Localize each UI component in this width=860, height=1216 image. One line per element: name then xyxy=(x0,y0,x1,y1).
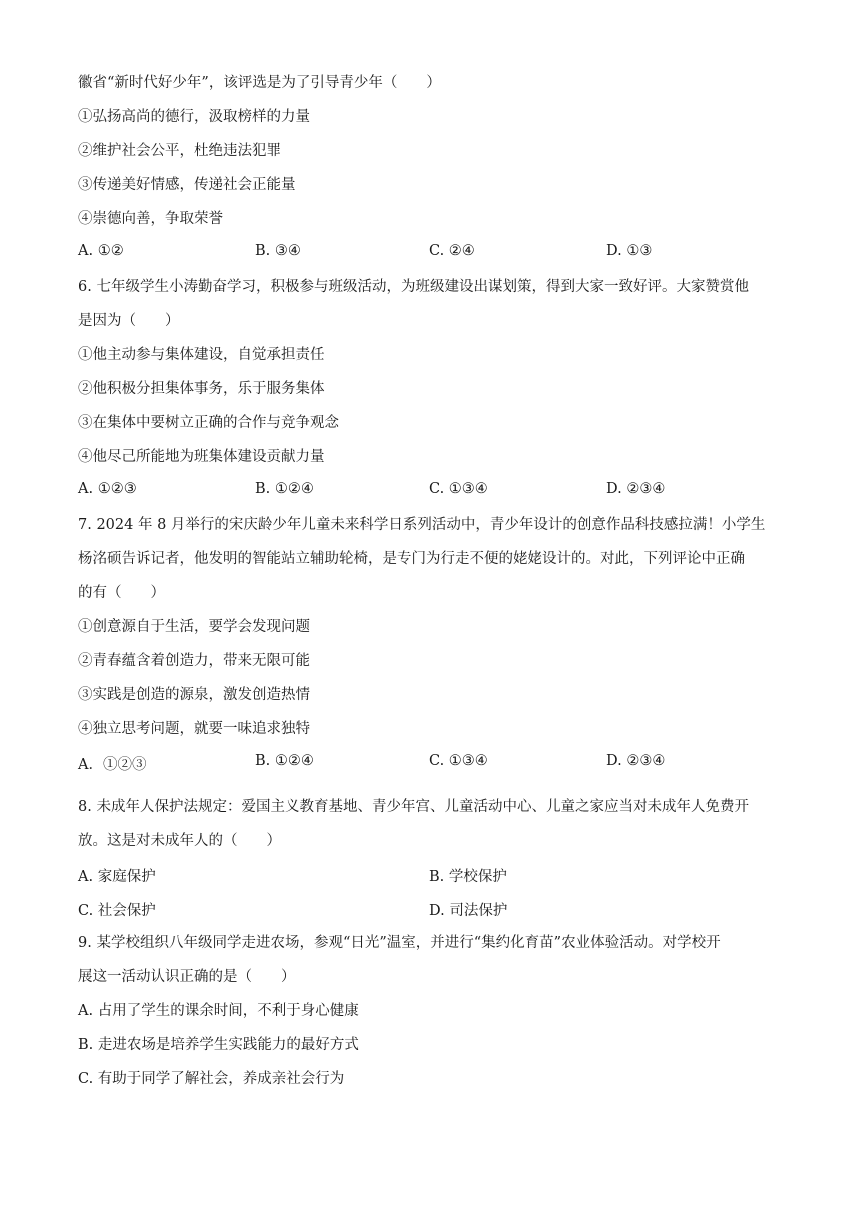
q5-option-c[interactable]: C. ②④ xyxy=(429,243,475,259)
q6-item-3: ③在集体中要树立正确的合作与竞争观念 xyxy=(78,415,339,431)
q7-item-4: ④独立思考问题，就要一味追求独特 xyxy=(78,721,310,737)
q6-option-c[interactable]: C. ①③④ xyxy=(429,481,488,497)
q7-item-3: ③实践是创造的源泉，激发创造热情 xyxy=(78,687,310,703)
q8-option-d[interactable]: D. 司法保护 xyxy=(429,903,508,919)
q6-stem-line-2: 是因为（ ） xyxy=(78,313,180,329)
q5-item-4: ④崇德向善，争取荣誉 xyxy=(78,211,223,227)
q7-option-b[interactable]: B. ①②④ xyxy=(255,753,314,769)
q9-option-b[interactable]: B. 走进农场是培养学生实践能力的最好方式 xyxy=(78,1037,359,1053)
q8-options-row-1 xyxy=(78,865,798,885)
q8-option-b[interactable]: B. 学校保护 xyxy=(429,869,507,885)
q7-option-a[interactable]: A．①②③ xyxy=(78,757,147,773)
q9-option-c[interactable]: C. 有助于同学了解社会，养成亲社会行为 xyxy=(78,1071,345,1087)
q7-stem-line-3: 的有（ ） xyxy=(78,585,165,601)
q8-stem-line-1: 8. 未成年人保护法规定：爱国主义教育基地、青少年宫、儿童活动中心、儿童之家应当对未成年人免费开 xyxy=(78,799,749,815)
q7-option-d[interactable]: D. ②③④ xyxy=(606,753,666,769)
q5-stem: 徽省“新时代好少年”，该评选是为了引导青少年（ ） xyxy=(78,75,441,91)
q5-options xyxy=(78,243,798,263)
q7-item-2: ②青春蕴含着创造力，带来无限可能 xyxy=(78,653,310,669)
q6-item-2: ②他积极分担集体事务，乐于服务集体 xyxy=(78,381,325,397)
q6-option-d[interactable]: D. ②③④ xyxy=(606,481,666,497)
q7-options xyxy=(78,753,798,773)
q6-item-1: ①他主动参与集体建设，自觉承担责任 xyxy=(78,347,325,363)
q6-stem-line-1: 6. 七年级学生小涛勤奋学习，积极参与班级活动，为班级建设出谋划策，得到大家一致好评。大家赞赏他 xyxy=(78,279,749,295)
q8-option-a[interactable]: A. 家庭保护 xyxy=(78,869,156,885)
q7-stem-line-1: 7. 2024 年 8 月举行的宋庆龄少年儿童未来科学日系列活动中，青少年设计的创意作品科技感拉满！小学生 xyxy=(78,517,766,533)
q6-item-4: ④他尽己所能地为班集体建设贡献力量 xyxy=(78,449,325,465)
q8-options-row-2 xyxy=(78,899,798,919)
q7-stem-line-2: 杨洺硕告诉记者，他发明的智能站立辅助轮椅，是专门为行走不便的姥姥设计的。对此，下列评论中正确 xyxy=(78,551,745,567)
q8-option-c[interactable]: C. 社会保护 xyxy=(78,903,156,919)
q9-stem-line-1: 9. 某学校组织八年级同学走进农场，参观“日光”温室，并进行“集约化育苗”农业体验活动。对学校开 xyxy=(78,935,721,951)
q9-option-a[interactable]: A. 占用了学生的课余时间，不利于身心健康 xyxy=(78,1003,359,1019)
q5-option-d[interactable]: D. ①③ xyxy=(606,243,653,259)
q5-item-3: ③传递美好情感，传递社会正能量 xyxy=(78,177,296,193)
q5-option-b[interactable]: B. ③④ xyxy=(255,243,301,259)
q6-option-b[interactable]: B. ①②④ xyxy=(255,481,314,497)
q5-option-a[interactable]: A. ①② xyxy=(78,243,124,259)
q5-item-2: ②维护社会公平，杜绝违法犯罪 xyxy=(78,143,281,159)
q6-options xyxy=(78,481,798,501)
q6-option-a[interactable]: A. ①②③ xyxy=(78,481,137,497)
q5-item-1: ①弘扬高尚的德行，汲取榜样的力量 xyxy=(78,109,310,125)
q7-item-1: ①创意源自于生活，要学会发现问题 xyxy=(78,619,310,635)
q9-stem-line-2: 展这一活动认识正确的是（ ） xyxy=(78,969,296,985)
q7-option-c[interactable]: C. ①③④ xyxy=(429,753,488,769)
q8-stem-line-2: 放。这是对未成年人的（ ） xyxy=(78,833,281,849)
